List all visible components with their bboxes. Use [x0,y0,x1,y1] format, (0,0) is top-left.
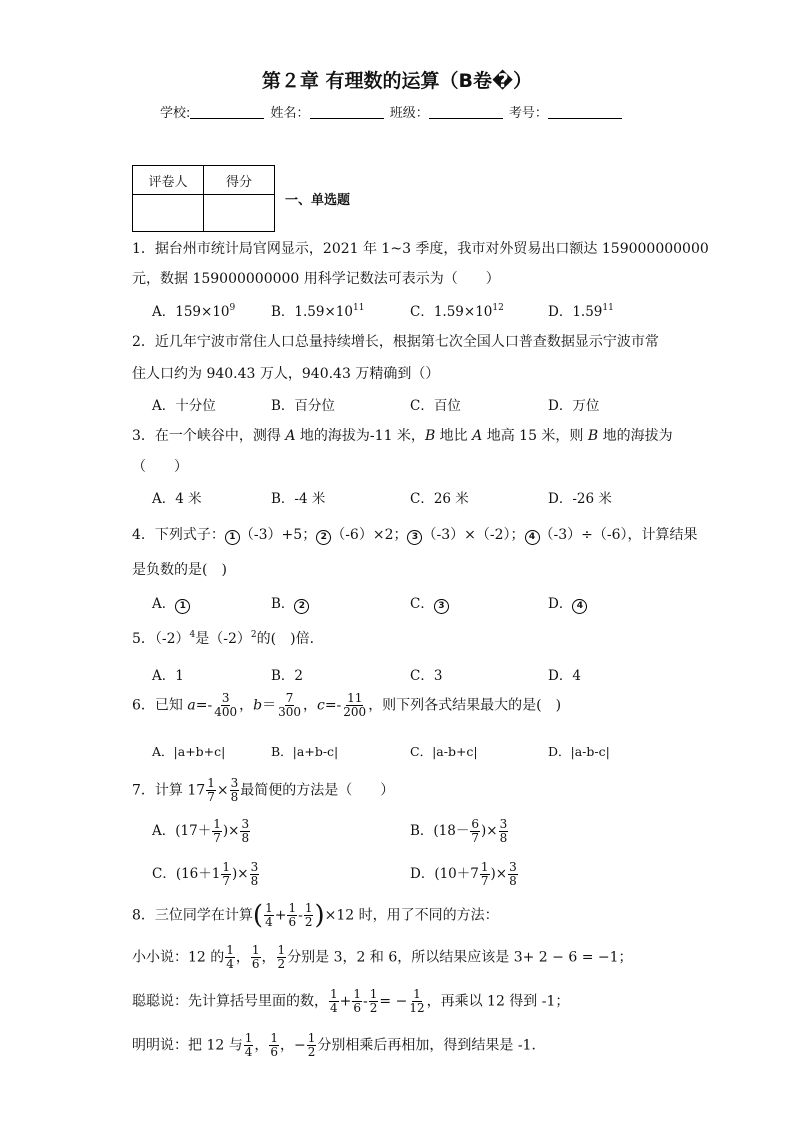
q4-option-d[interactable]: D． 4 [548,592,587,614]
q2-option-b[interactable]: B．百分位 [271,398,335,414]
q6-option-b[interactable]: B．|a+b-c| [271,744,339,759]
name-label: 姓名： [270,106,310,121]
q2-line2: 住人口约为 940.43 万人，940.43 万精确到（） [132,366,440,382]
q3-option-c[interactable]: C．26 米 [410,491,469,507]
fraction: $\frac{11}{200}$ [343,691,367,719]
circle-4-icon: 4 [525,530,540,545]
q7-option-d[interactable]: D．(10＋7 $\frac{1}{7}$ )× $\frac{3}{8}$ [410,860,517,888]
q4-line2: 是负数的是( ) [132,562,227,578]
class-blank[interactable] [429,106,503,119]
q7-stem: 7．计算 17 $\frac{1}{7}$ × $\frac{3}{8}$ 最简便的方法是（ ） [132,776,395,804]
class-label: 班级： [389,106,429,121]
q4-option-a[interactable]: A． 1 [152,592,190,614]
circle-4-icon: 4 [572,599,587,614]
q3-option-d[interactable]: D．-26 米 [548,491,612,507]
q1-line2: 元，数据 159000000000 用科学记数法可表示为（ ） [132,271,500,287]
q7-option-b[interactable]: B．(18－ $\frac{6}{7}$ )× $\frac{3}{8}$ [410,817,508,845]
q1-option-c[interactable]: C．$1.59\times 10^{12}$ [410,303,504,320]
school-blank[interactable] [190,106,264,119]
q1-option-a[interactable]: A．$159\times 10^9$ [152,303,236,320]
q6-option-a[interactable]: A．|a+b+c| [152,744,226,759]
q7-option-a[interactable]: A．(17＋ $\frac{1}{7}$ )× $\frac{3}{8}$ [152,817,250,845]
q8-mingming: 明明说：把 12 与 $\frac{1}{4}$ ， $\frac{1}{6}$ ，− $\frac{1}{2}$ 分别相乘后再相加，得到结果是 -1． [132,1031,546,1059]
school-label: 学校: [160,106,191,121]
q3-option-b[interactable]: B．-4 米 [271,491,326,507]
q6-option-d[interactable]: D．|a-b-c| [548,744,610,759]
fraction: $\frac{1}{7}$ [207,776,215,804]
q2-option-a[interactable]: A．十分位 [152,398,216,414]
page-title: 第２章 有理数的运算（B卷�） [261,70,533,92]
student-info-line [160,102,624,121]
circle-2-icon: 2 [316,530,331,545]
q5-option-a[interactable]: A．1 [152,668,184,684]
q1-option-d[interactable]: D．1.59$^{11}$ [548,303,614,320]
score-header: 得分 [204,166,275,195]
fraction: $\frac{7}{300}$ [278,691,301,719]
q3-line2: （ ） [132,459,188,475]
q6-option-c[interactable]: C．|a-b+c| [410,744,478,759]
q1-option-b[interactable]: B．$1.59\times 10^{11}$ [271,303,365,320]
fraction: $\frac{3}{8}$ [230,776,239,804]
q2-option-c[interactable]: C．百位 [410,398,461,414]
circle-1-icon: 1 [175,599,190,614]
q2-option-d[interactable]: D．万位 [548,398,600,414]
q4-option-b[interactable]: B． 2 [271,592,309,614]
q5-option-b[interactable]: B．2 [271,668,304,684]
exam-number-label: 考号： [508,106,548,121]
exam-number-blank[interactable] [548,106,622,119]
grader-header: 评卷人 [133,166,204,195]
q2-line1: 2．近几年宁波市常住人口总量持续增长，根据第七次全国人口普查数据显示宁波市常 [132,334,659,350]
q5-stem: 5．$(-2)^4$是$(-2)^2$的( )倍． [132,630,324,647]
grader-cell [133,195,204,232]
name-blank[interactable] [310,106,384,119]
q6-stem: 6．已知 a=- $\frac{3}{400}$ ，b＝ $\frac{7}{300}$ ，c=- $\frac{11}{200}$ ，则下列各式结果最大的是( ) [132,691,562,719]
q5-option-d[interactable]: D．4 [548,668,581,684]
circle-3-icon: 3 [434,599,449,614]
q8-stem: 8．三位同学在计算( $\frac{1}{4}$ + $\frac{1}{6}$ - $\frac{1}{2}$ )×12 时，用了不同的方法： [132,900,499,931]
q8-congcong: 聪聪说：先计算括号里面的数， $\frac{1}{4}$ + $\frac{1}{6}$ - $\frac{1}{2}$ = − $\frac{1}{12}$ ，再乘以 12 得到 -1； [132,987,570,1015]
q7-option-c[interactable]: C．(16＋1 $\frac{1}{7}$ )× $\frac{3}{8}$ [152,860,259,888]
q5-option-c[interactable]: C．3 [410,668,443,684]
q4-option-c[interactable]: C． 3 [410,592,449,614]
score-cell [204,195,275,232]
q1-line1: 1．据台州市统计局官网显示，2021 年 1~3 季度，我市对外贸易出口额达 159000000000 [132,241,709,257]
fraction: $\frac{3}{400}$ [214,691,238,719]
circle-1-icon: 1 [225,530,240,545]
q8-xiaoxiao: 小小说：12 的 $\frac{1}{4}$ ， $\frac{1}{6}$ ， $\frac{1}{2}$ 分别是 3，2 和 6，所以结果应该是 3+ 2 − 6 = −1； [132,943,633,971]
circle-2-icon: 2 [294,599,309,614]
q4-line1: 4．下列式子： 1 （-3）+5； 2 （-6）×2； 3 （-3）×（-2）； 4 （-3）÷（-6），计算结果 [132,527,698,543]
section-title: 一、单选题 [285,193,351,208]
q3-line1: 3．在一个峡谷中，测得 A 地的海拔为-11 米，B 地比 A 地高 15 米，则 B 地的海拔为 [132,428,673,444]
q3-option-a[interactable]: A．4 米 [152,491,202,507]
circle-3-icon: 3 [407,530,422,545]
grader-table [132,165,275,232]
